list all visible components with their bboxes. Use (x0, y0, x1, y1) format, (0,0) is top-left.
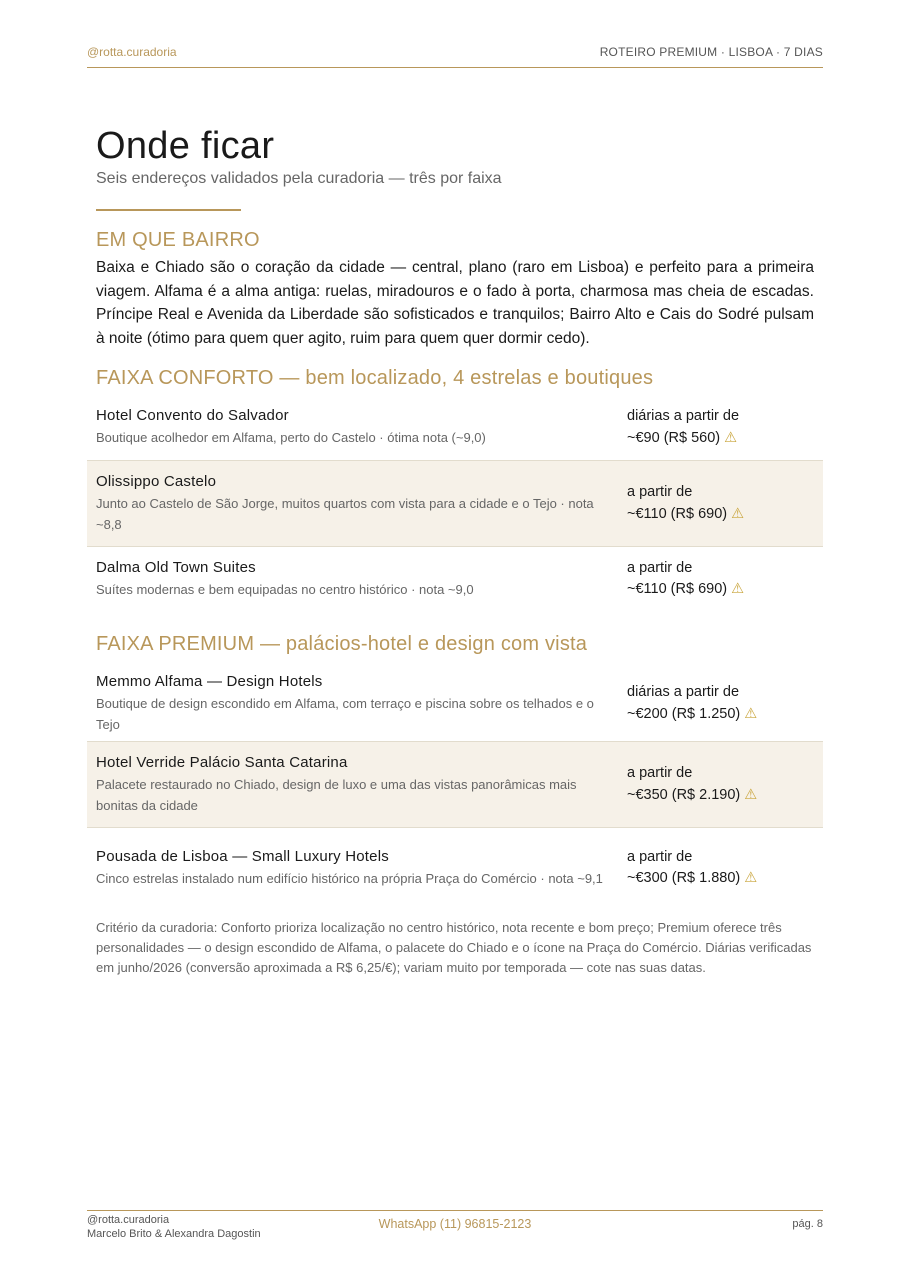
hotel-description: Junto ao Castelo de São Jorge, muitos quartos com vista para a cidade e o Tejo · nota ~8,8 (96, 495, 594, 532)
page-footer (87, 1210, 823, 1240)
footer-whatsapp: WhatsApp (11) 96815-2123 (378, 1217, 532, 1231)
page-content (96, 124, 814, 978)
hotel-row (87, 666, 823, 741)
hotel-name: Hotel Convento do Salvador (96, 407, 289, 424)
hotel-name: Dalma Old Town Suites (96, 558, 256, 576)
title-divider (96, 209, 241, 211)
warning-icon: ⚠ (724, 429, 738, 446)
price-label: a partir de (627, 765, 693, 781)
price-value: ~€110 (R$ 690) (627, 505, 728, 522)
warning-icon: ⚠ (744, 870, 758, 886)
hotel-row (87, 741, 823, 827)
hotel-description: Suítes modernas e bem equipadas no centro histórico · nota ~9,0 (96, 581, 474, 597)
hotel-name: Memmo Alfama — Design Hotels (96, 672, 323, 690)
hotel-list-premium (87, 666, 823, 908)
tier-heading-conforto: FAIXA CONFORTO — bem localizado, 4 estrelas e boutiques (96, 367, 654, 389)
hotel-description: Boutique acolhedor em Alfama, perto do Castelo · ótima nota (~9,0) (96, 430, 486, 445)
warning-icon: ⚠ (731, 505, 745, 522)
footer-authors: Marcelo Brito & Alexandra Dagostin (87, 1228, 261, 1240)
price-value: ~€200 (R$ 1.250) (627, 705, 741, 722)
hotel-price (627, 847, 823, 890)
header-doc-title: ROTEIRO PREMIUM · LISBOA · 7 DIAS (599, 45, 823, 59)
curation-note: Critério da curadoria: Conforto prioriza localização no centro histórico, nota recente e bom preço; Premium oferece três personalidades — o design escondido de Alfama, o palacete do Chiado e o ícone na Praça do Comércio. Diárias verificadas em junho/2026 (conversão aproximada a R$ 6,25/€); variam muito por temporada — cote nas suas datas. (96, 920, 812, 975)
page-number: pág. 8 (792, 1218, 823, 1230)
price-label: diárias a partir de (627, 684, 740, 700)
hotel-name: Pousada de Lisboa — Small Luxury Hotels (96, 847, 389, 865)
hotel-price (627, 558, 823, 601)
price-value: ~€350 (R$ 2.190) (627, 786, 741, 803)
neighborhood-text: Baixa e Chiado são o coração da cidade — central, plano (raro em Lisboa) e perfeito para a primeira viagem. Alfama é a alma antiga: ruelas, miradouros e o fado à porta, charmosa mas cheia de escadas. Príncipe Real e Avenida da Liberdade são sofisticados e tranquilos; Bairro Alto e Cais do Sodré pulsam à noite (ótimo para quem quer agito, ruim para quem quer dormir cedo). (96, 259, 814, 347)
warning-icon: ⚠ (744, 705, 758, 722)
warning-icon: ⚠ (744, 786, 758, 803)
hotel-price (627, 763, 823, 806)
hotel-price (627, 406, 823, 449)
tier-heading-premium: FAIXA PREMIUM — palácios-hotel e design com vista (96, 633, 588, 655)
footer-brand: @rotta.curadoria (87, 1214, 170, 1226)
neighborhood-heading: EM QUE BAIRRO (96, 229, 260, 251)
hotel-price (627, 482, 823, 525)
price-label: diárias a partir de (627, 408, 740, 424)
hotel-description: Cinco estrelas instalado num edifício histórico na própria Praça do Comércio · nota ~9,1 (96, 870, 603, 886)
page-title: Onde ficar (96, 125, 275, 167)
hotel-list-conforto (87, 402, 823, 611)
price-label: a partir de (627, 848, 693, 865)
price-label: a partir de (627, 559, 693, 576)
page-subtitle: Seis endereços validados pela curadoria — três por faixa (96, 170, 502, 187)
hotel-name: Hotel Verride Palácio Santa Catarina (96, 753, 348, 771)
hotel-row (87, 460, 823, 546)
page-header (87, 45, 823, 68)
header-brand: @rotta.curadoria (87, 45, 177, 59)
price-label: a partir de (627, 484, 693, 500)
hotel-name: Olissippo Castelo (96, 472, 217, 490)
warning-icon: ⚠ (731, 581, 745, 597)
hotel-description: Palacete restaurado no Chiado, design de luxo e uma das vistas panorâmicas mais bonitas da cidade (96, 776, 577, 813)
hotel-price (627, 682, 823, 725)
hotel-row (87, 546, 823, 611)
hotel-row (87, 402, 823, 460)
hotel-description: Boutique de design escondido em Alfama, com terraço e piscina sobre os telhados e o Tejo (96, 695, 594, 732)
price-value: ~€300 (R$ 1.880) (627, 870, 741, 886)
price-value: ~€90 (R$ 560) (627, 429, 721, 446)
price-value: ~€110 (R$ 690) (627, 581, 728, 597)
hotel-row (87, 827, 823, 908)
